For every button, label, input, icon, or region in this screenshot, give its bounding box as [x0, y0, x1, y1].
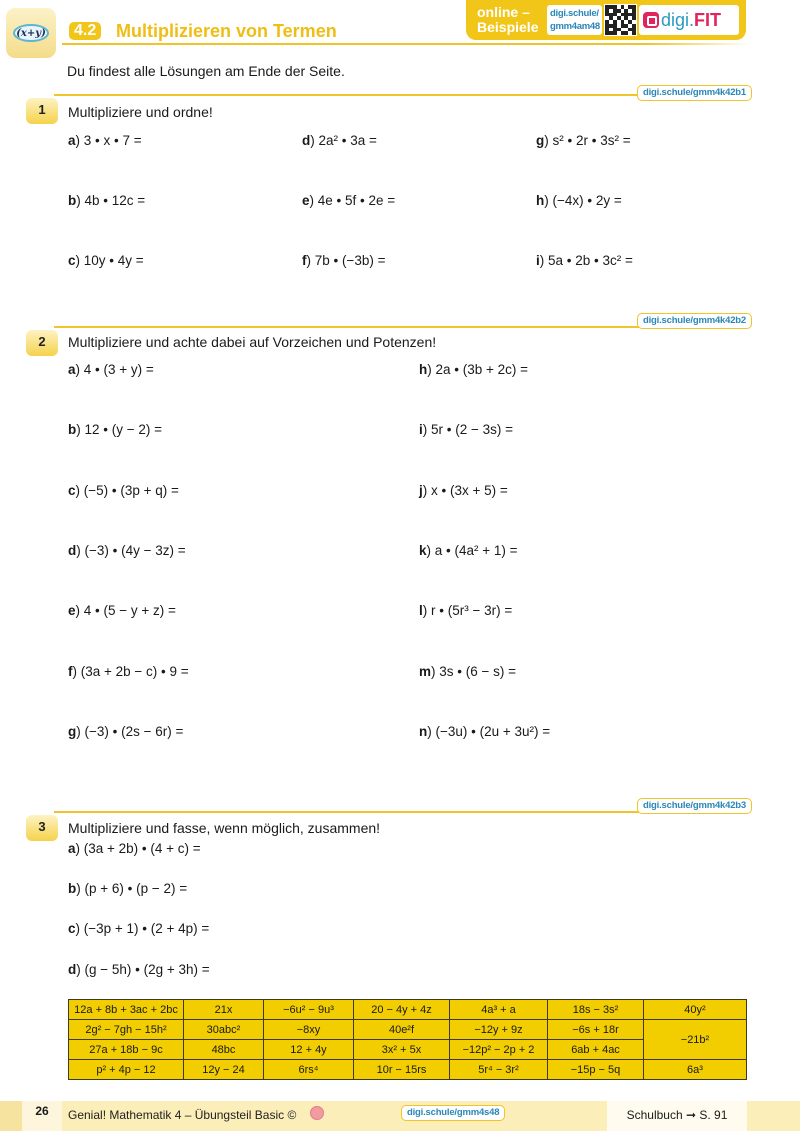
- exercise-expr: r • (5r³ − 3r) =: [431, 603, 513, 618]
- solution-cell: 5r⁴ − 3r²: [450, 1060, 548, 1080]
- exercise-2f: f) (3a + 2b − c) • 9 =: [68, 664, 189, 679]
- solution-cell: 12 + 4y: [264, 1040, 354, 1060]
- exercise-label: i: [419, 422, 423, 437]
- exercise-expr: (3a + 2b) • (4 + c) =: [83, 841, 201, 856]
- solution-cell: −6u² − 9u³: [264, 1000, 354, 1020]
- exercise-2m: m) 3s • (6 − s) =: [419, 664, 517, 679]
- online-examples-label: [477, 5, 538, 35]
- section-2-link[interactable]: digi.schule/gmm4k42b2: [637, 313, 752, 329]
- exercise-label: b: [68, 881, 77, 896]
- section-2-title: Multipliziere und achte dabei auf Vorzeichen und Potenzen!: [68, 334, 437, 350]
- solutions-table: [68, 999, 747, 1080]
- exercise-1e: e) 4e • 5f • 2e =: [302, 193, 396, 208]
- solution-cell: −21b²: [644, 1020, 747, 1060]
- publisher-logo-icon: [310, 1106, 324, 1120]
- chapter-icon-box: [6, 8, 56, 58]
- exercise-expr: s² • 2r • 3s² =: [552, 133, 631, 148]
- solution-cell: 6a³: [644, 1060, 747, 1080]
- exercise-label: a: [68, 362, 76, 377]
- solution-cell: −12p² − 2p + 2: [450, 1040, 548, 1060]
- book-title: Genial! Mathematik 4 – Übungsteil Basic ©: [68, 1108, 297, 1122]
- exercise-label: n: [419, 724, 428, 739]
- solution-cell: −8xy: [264, 1020, 354, 1040]
- exercise-expr: (−3u) • (2u + 3u²) =: [435, 724, 551, 739]
- section-number-badge: 4.2: [69, 22, 101, 40]
- footer-edge: [0, 1101, 22, 1131]
- solution-cell: 40e²f: [354, 1020, 450, 1040]
- exercise-label: k: [419, 543, 427, 558]
- table-row: [69, 1020, 747, 1040]
- exercise-expr: (−3p + 1) • (2 + 4p) =: [83, 921, 210, 936]
- exercise-2d: d) (−3) • (4y − 3z) =: [68, 543, 186, 558]
- section-1-number: 1: [26, 98, 58, 124]
- algebra-icon: (x+y): [13, 24, 49, 42]
- exercise-expr: (−4x) • 2y =: [552, 193, 622, 208]
- exercise-label: c: [68, 921, 76, 936]
- exercise-2b: b) 12 • (y − 2) =: [68, 422, 163, 437]
- exercise-2l: l) r • (5r³ − 3r) =: [419, 603, 513, 618]
- solution-cell: 12y − 24: [184, 1060, 264, 1080]
- exercise-1g: g) s² • 2r • 3s² =: [536, 133, 631, 148]
- solution-cell: 6ab + 4ac: [548, 1040, 644, 1060]
- exercise-expr: 12 • (y − 2) =: [84, 422, 163, 437]
- solution-cell: 20 − 4y + 4z: [354, 1000, 450, 1020]
- exercise-1c: c) 10y • 4y =: [68, 253, 144, 268]
- section-3-number: 3: [26, 815, 58, 841]
- exercise-expr: 5a • 2b • 3c² =: [548, 253, 633, 268]
- exercise-expr: (−3) • (4y − 3z) =: [84, 543, 186, 558]
- exercise-1d: d) 2a² • 3a =: [302, 133, 377, 148]
- solution-cell: 48bc: [184, 1040, 264, 1060]
- exercise-3a: a) (3a + 2b) • (4 + c) =: [68, 841, 201, 856]
- solution-cell: 21x: [184, 1000, 264, 1020]
- table-row: [69, 1060, 747, 1080]
- section-1-divider: [54, 94, 639, 96]
- exercise-expr: x • (3x + 5) =: [431, 483, 508, 498]
- exercise-label: c: [68, 483, 76, 498]
- digifit-prefix: digi.: [661, 9, 695, 30]
- solution-cell: 27a + 18b − 9c: [69, 1040, 184, 1060]
- exercise-expr: 7b • (−3b) =: [314, 253, 386, 268]
- exercise-expr: (p + 6) • (p − 2) =: [84, 881, 188, 896]
- digifit-suffix: FIT: [694, 9, 722, 30]
- exercise-expr: 10y • 4y =: [83, 253, 144, 268]
- solution-cell: 6rs⁴: [264, 1060, 354, 1080]
- exercise-expr: 4e • 5f • 2e =: [317, 193, 396, 208]
- exercise-2k: k) a • (4a² + 1) =: [419, 543, 518, 558]
- solution-cell: −15p − 5q: [548, 1060, 644, 1080]
- solution-cell: −6s + 18r: [548, 1020, 644, 1040]
- exercise-2i: i) 5r • (2 − 3s) =: [419, 422, 514, 437]
- section-2-divider: [54, 326, 639, 328]
- solution-cell: 40y²: [644, 1000, 747, 1020]
- exercise-2c: c) (−5) • (3p + q) =: [68, 483, 179, 498]
- exercise-1f: f) 7b • (−3b) =: [302, 253, 386, 268]
- solution-cell: 3x² + 5x: [354, 1040, 450, 1060]
- section-1-link[interactable]: digi.schule/gmm4k42b1: [637, 85, 752, 101]
- exercise-label: d: [302, 133, 311, 148]
- online-code-line1: digi.schule/: [550, 8, 599, 19]
- solution-cell: 4a³ + a: [450, 1000, 548, 1020]
- exercise-2a: a) 4 • (3 + y) =: [68, 362, 154, 377]
- exercise-expr: (−5) • (3p + q) =: [83, 483, 179, 498]
- section-1-title: Multipliziere und ordne!: [68, 104, 213, 120]
- online-label-line2: Beispiele: [477, 19, 539, 35]
- exercise-label: i: [536, 253, 540, 268]
- exercise-2j: j) x • (3x + 5) =: [419, 483, 508, 498]
- solution-cell: 30abc²: [184, 1020, 264, 1040]
- section-3-title: Multipliziere und fasse, wenn möglich, zusammen!: [68, 820, 381, 836]
- solution-cell: −12y + 9z: [450, 1020, 548, 1040]
- exercise-label: g: [536, 133, 545, 148]
- exercise-label: c: [68, 253, 76, 268]
- exercise-1i: i) 5a • 2b • 3c² =: [536, 253, 633, 268]
- exercise-label: a: [68, 133, 76, 148]
- online-examples-link[interactable]: [547, 5, 602, 35]
- exercise-expr: 4 • (3 + y) =: [83, 362, 154, 377]
- exercise-label: e: [68, 603, 76, 618]
- exercise-label: f: [302, 253, 307, 268]
- table-row: [69, 1000, 747, 1020]
- online-label-line1: online –: [477, 4, 530, 20]
- exercise-label: j: [419, 483, 423, 498]
- exercise-1a: a) 3 • x • 7 =: [68, 133, 142, 148]
- exercise-label: f: [68, 664, 73, 679]
- footer-link[interactable]: digi.schule/gmm4s48: [401, 1105, 505, 1121]
- exercise-expr: (g − 5h) • (2g + 3h) =: [84, 962, 210, 977]
- exercise-expr: 4 • (5 − y + z) =: [83, 603, 176, 618]
- exercise-label: m: [419, 664, 432, 679]
- solution-cell: p² + 4p − 12: [69, 1060, 184, 1080]
- exercise-3b: b) (p + 6) • (p − 2) =: [68, 881, 188, 896]
- exercise-expr: (−3) • (2s − 6r) =: [84, 724, 184, 739]
- exercise-expr: 3s • (6 − s) =: [439, 664, 517, 679]
- exercise-label: g: [68, 724, 77, 739]
- exercise-1b: b) 4b • 12c =: [68, 193, 146, 208]
- title-divider: [62, 43, 752, 45]
- page-title: Multiplizieren von Termen: [116, 21, 337, 41]
- exercise-label: a: [68, 841, 76, 856]
- solution-cell: 2g² − 7gh − 15h²: [69, 1020, 184, 1040]
- exercise-label: l: [419, 603, 423, 618]
- exercise-2n: n) (−3u) • (2u + 3u²) =: [419, 724, 551, 739]
- exercise-expr: 2a² • 3a =: [318, 133, 377, 148]
- digifit-wordmark: [661, 10, 721, 31]
- digifit-logo-link[interactable]: [639, 5, 739, 35]
- solution-cell: 18s − 3s²: [548, 1000, 644, 1020]
- online-code-line2: gmm4am48: [550, 21, 600, 32]
- exercise-label: d: [68, 962, 77, 977]
- exercise-label: d: [68, 543, 77, 558]
- section-3-divider: [54, 811, 639, 813]
- exercise-3d: d) (g − 5h) • (2g + 3h) =: [68, 962, 210, 977]
- exercise-expr: 4b • 12c =: [84, 193, 146, 208]
- page-number: 26: [22, 1101, 62, 1131]
- intro-text: Du findest alle Lösungen am Ende der Seite.: [67, 63, 345, 79]
- exercise-expr: 3 • x • 7 =: [83, 133, 142, 148]
- exercise-label: e: [302, 193, 310, 208]
- exercise-expr: (3a + 2b − c) • 9 =: [80, 664, 189, 679]
- exercise-3c: c) (−3p + 1) • (2 + 4p) =: [68, 921, 210, 936]
- exercise-2e: e) 4 • (5 − y + z) =: [68, 603, 176, 618]
- section-3-link[interactable]: digi.schule/gmm4k42b3: [637, 798, 752, 814]
- digifit-logo-icon: [643, 12, 659, 28]
- exercise-label: h: [536, 193, 545, 208]
- exercise-label: b: [68, 422, 77, 437]
- schoolbook-reference: Schulbuch ➞ S. 91: [607, 1101, 747, 1131]
- exercise-2g: g) (−3) • (2s − 6r) =: [68, 724, 184, 739]
- exercise-label: b: [68, 193, 77, 208]
- exercise-label: h: [419, 362, 428, 377]
- exercise-expr: 2a • (3b + 2c) =: [435, 362, 529, 377]
- solution-cell: 12a + 8b + 3ac + 2bc: [69, 1000, 184, 1020]
- exercise-expr: 5r • (2 − 3s) =: [431, 422, 514, 437]
- exercise-2h: h) 2a • (3b + 2c) =: [419, 362, 529, 377]
- exercise-expr: a • (4a² + 1) =: [434, 543, 518, 558]
- section-2-number: 2: [26, 330, 58, 356]
- qr-code-icon[interactable]: [604, 4, 637, 36]
- solution-cell: 10r − 15rs: [354, 1060, 450, 1080]
- exercise-1h: h) (−4x) • 2y =: [536, 193, 622, 208]
